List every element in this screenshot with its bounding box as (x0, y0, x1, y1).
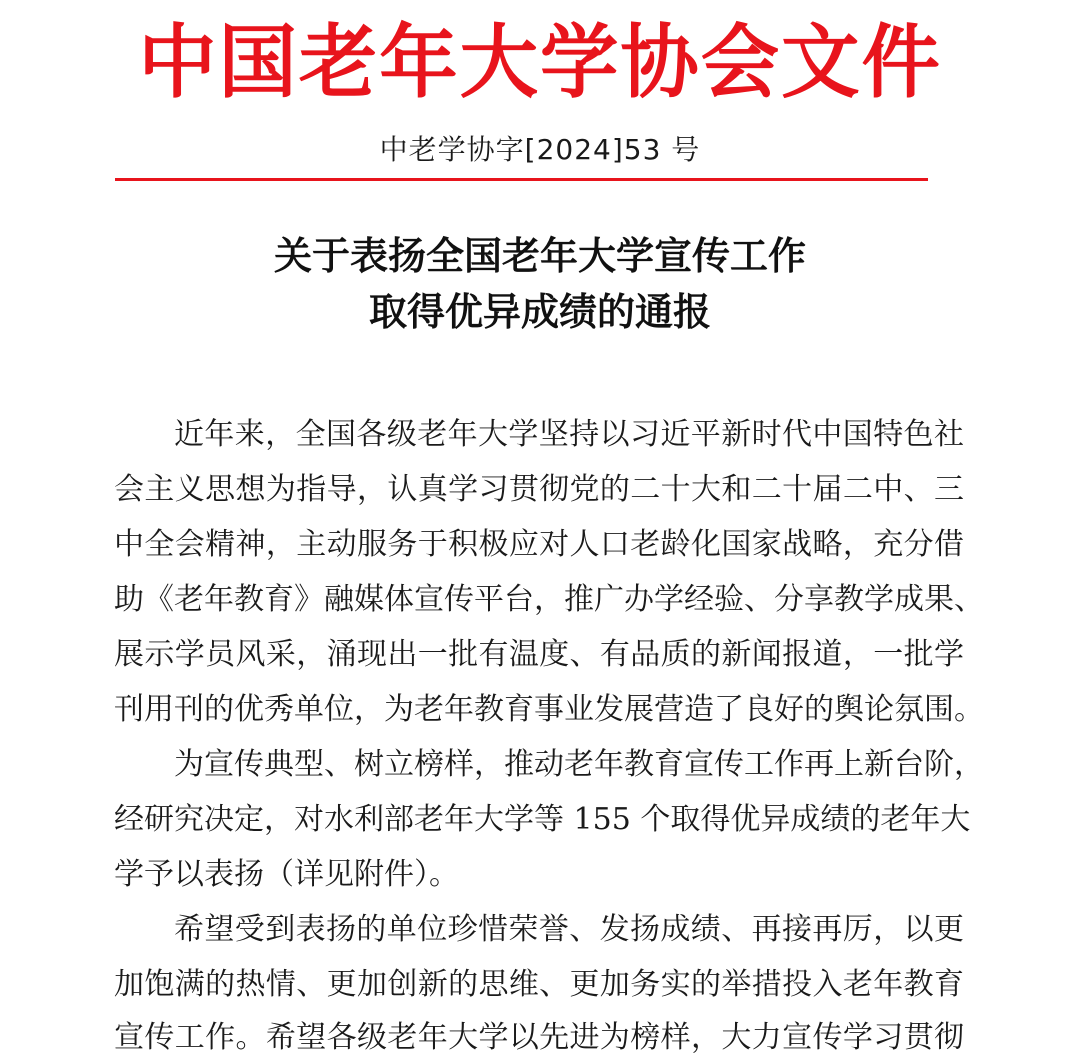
paragraph-1-line-4: 助《老年教育》融媒体宣传平台，推广办学经验、分享教学成果、 (114, 582, 984, 617)
red-divider-line (115, 178, 928, 181)
paragraph-1-line-1: 近年来，全国各级老年大学坚持以习近平新时代中国特色社 (174, 417, 964, 452)
notice-title-line-2: 取得优异成绩的通报 (368, 289, 711, 334)
paragraph-2-line-2: 经研究决定，对水利部老年大学等 155 个取得优异成绩的老年大 (114, 802, 971, 837)
paragraph-3-line-1: 希望受到表扬的单位珍惜荣誉、发扬成绩、再接再厉，以更 (174, 912, 964, 947)
notice-title-line-1: 关于表扬全国老年大学宣传工作 (273, 233, 806, 278)
paragraph-3-line-2: 加饱满的热情、更加创新的思维、更加务实的举措投入老年教育 (114, 967, 964, 1002)
document-number: 中老学协字[2024]53 号 (379, 133, 701, 166)
issuer-masthead: 中国老年大学协会文件 (138, 15, 942, 109)
paragraph-1-line-6: 刊用刊的优秀单位，为老年教育事业发展营造了良好的舆论氛围。 (114, 692, 984, 727)
paragraph-2-line-3: 学予以表扬（详见附件）。 (114, 857, 459, 892)
paragraph-1-line-5: 展示学员风采，涌现出一批有温度、有品质的新闻报道，一批学 (114, 637, 964, 672)
paragraph-1-line-2: 会主义思想为指导，认真学习贯彻党的二十大和二十届二中、三 (114, 472, 964, 507)
paragraph-3-line-3: 宣传工作。希望各级老年大学以先进为榜样，大力宣传学习贯彻 (114, 1020, 964, 1055)
paragraph-2-line-1: 为宣传典型、树立榜样，推动老年教育宣传工作再上新台阶， (174, 747, 984, 782)
paragraph-1-line-3: 中全会精神，主动服务于积极应对人口老龄化国家战略，充分借 (114, 527, 964, 562)
